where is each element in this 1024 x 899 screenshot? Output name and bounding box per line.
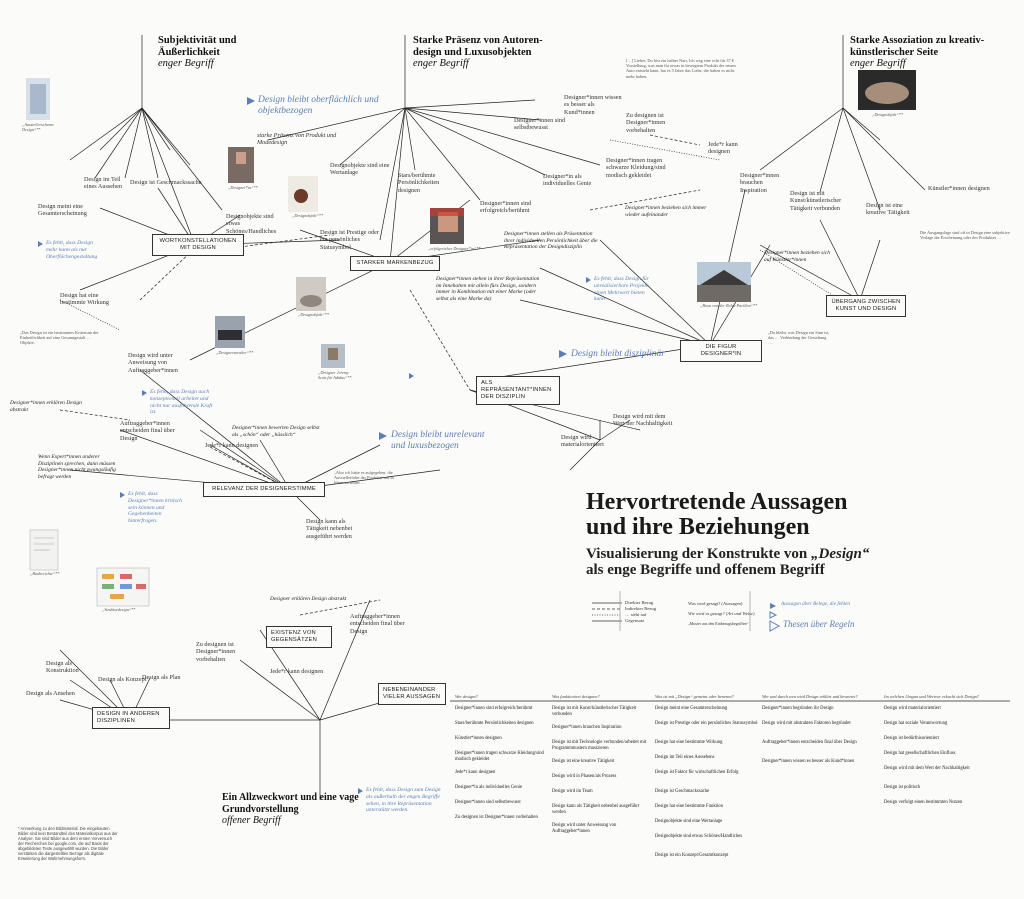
stmt-ansehen: Design als Ansehen [26, 690, 75, 697]
thesis-oberflaeche: Es fehlt, dass Design mehr kann als nur Oberflächengestaltung [46, 240, 98, 260]
table-cell: Auftraggeber*innen entscheiden final über Design [762, 740, 857, 745]
table-cell: Design ist ein Konzept/Gesamtkonzept [655, 853, 729, 858]
table-cell: Designer*innen wissen es besser als Kund*innen [762, 759, 855, 764]
stmt-teil-aussehen: Design im Teil eines Aussehen [84, 176, 122, 191]
table-header-5: Im welchen Umgan und Wertvor erkacht sich Design? [884, 694, 980, 699]
header-praesenz-title: Starke Präsenz von Autoren-design und Luxusobjekten [413, 35, 543, 58]
caption-person2: „erfolgreicher Designer*in“** [428, 246, 481, 251]
legend-wie: Wie wird es gesagt? (Art und Weise) [688, 611, 755, 616]
header-assoziation [850, 35, 1000, 70]
table-cell: Design ist Geschmackssache [655, 789, 710, 794]
table-header-4: Wer und durch wen wird Design erklärt und bewertet? [762, 694, 858, 699]
box-wortkonstellationen: WORTKONSTELLATIONEN MIT DESIGN [152, 234, 244, 256]
table-cell: Design ist mit Technologie verbunden/arbeitet mit Programmmustern musizieren [552, 740, 647, 751]
legend-gegensatz: Gegensatz [625, 618, 645, 623]
table-header-3: Was ist mit „Design“ gemeint oder benennt? [655, 694, 734, 699]
table-cell: Design wird materialorientiert [884, 706, 941, 711]
table-cell: Design wird mit abstrakten Faktoren begründet [762, 721, 851, 726]
caption-coral: „Designobjekt“** [872, 112, 903, 117]
box-relevanz: RELEVANZ DER DESIGNERSTIMME [203, 482, 325, 497]
table-cell: Design ist politisch [884, 785, 921, 790]
stmt-stars: Stars/berühmte Persönlichkeiten designen [398, 172, 440, 194]
legend-indirekt: Indirekter Bezug [625, 606, 656, 611]
stmt-schoenes: Designobjekte sind etwas Schönes/Handliches [226, 213, 277, 235]
table-cell: Design verfolgt einen bestimmten Nutzen [884, 800, 963, 805]
header-subjektivitaet [158, 35, 278, 70]
stmt-lower-abstrakt: Designer erklären Design abstrakt [270, 596, 347, 602]
stmt-kunst-verbunden: Design ist mit Kunst/künstlerischer Tätigkeit verbunden [790, 190, 842, 212]
stmt-prestige: Design ist Prestige oder ein persönliches Statusymbol [320, 229, 379, 251]
stmt-nachhaltigkeit: Design wird mit dem Wert der Nachhaltigkeit [613, 413, 673, 428]
stmt-lower-auftraggeber: Auftraggeber*innen entscheiden final über Design [350, 613, 405, 635]
stmt-auftraggeber: Auftraggeber*innen entscheiden final über Design [120, 420, 175, 442]
table-header-1: Wer designt? [455, 694, 478, 699]
stmt-nebenbei: Design kann als Tätigkeit nebenbei ausgeführt werden [306, 518, 353, 540]
stmt-wertanlage: Designobjekte sind eine Wertanlage [330, 162, 390, 177]
table-cell: Künstler*innen designen [455, 736, 502, 741]
quote-blue: Die Ausgangslage sind oft in Design eine subjektive Vorlage der Erscheinung oder des Produktes … [920, 230, 1010, 241]
table-cell: Design wird unter Anweisung von Auftraggeber*innen [552, 823, 617, 834]
stmt-materialorientiert: Design wird materialorientiert [561, 434, 604, 449]
table-cell: Design ist mit Kunst/künstlerischer Tätigkeit verbunden [552, 706, 637, 717]
stmt-marke: Designer*innen stehen in ihrer Repräsentation im Innehalten mit allein fürs Design, sondern immer in Kombination mit einer Marke (oder selbst als eine Marke da) [436, 276, 540, 302]
stmt-konzept: Design als Konzept [98, 676, 147, 683]
table-cell: Design hat eine bestimmte Funktion [655, 804, 723, 809]
quote-geist: „Da bleibt, was Design ein Sinn ist, das … Verbindung der Gestaltung … [768, 330, 830, 346]
stmt-auf-kuenstler: Designer*innen beziehen sich auf Künstler*innen [764, 250, 830, 263]
legend-belege: Aussagen über Belege, die fehlen [781, 601, 851, 607]
table-cell: Designobjekte sind eine Wertanlage [655, 819, 723, 824]
stmt-konstruktion: Design als Konstruktion [46, 660, 79, 675]
table-cell: Design hat gesellschaftlichen Einfluss [884, 751, 956, 756]
table-cell: Designer*innen brauchen Inspiration [552, 725, 622, 730]
thesis-repraesentation: Es fehlt, dass Design zum Design als außerhalb der engen Begriffe sehen, in ihre Repräsentation unterstützt werden. [366, 787, 441, 814]
stmt-anweisung: Design wird unter Anweisung von Auftraggeber*innen [128, 352, 178, 374]
stmt-inspiration: Designer*innen brauchen Inspiration [740, 172, 780, 194]
stmt-jeder-1: Jede*r kann designen [205, 442, 259, 449]
table-cell: Design ist bedürfnisorientiert [884, 736, 939, 741]
stmt-abstrakt: Designer*innen erklären Design abstrakt [10, 400, 82, 413]
table-header-2: Was funktioniert designen? [552, 694, 600, 699]
caption-doc: „Bauberichte“** [30, 571, 60, 576]
stmt-plan: Design als Plan [142, 674, 181, 681]
caption-shoe: „Designersneaker“** [216, 350, 254, 355]
main-title: Hervortretende Aussagen und ihre Beziehungen [586, 489, 848, 540]
table-cell: Design wird mit dem Wert der Nachhaltigkeit [884, 766, 970, 771]
table-cell: Designer*in als individuelles Genie [455, 785, 523, 790]
quote-sketch: „Das Design ist ein bestimmtes Kriterium der Einheitlichkeit auf eine Gesamtgestalt … Objekte. [20, 330, 99, 346]
thesis-konzeptionell: Es fehlt, dass Design auch konzeptionell arbeitet und nicht nur ausführende Kraft ist. [150, 389, 213, 416]
table-cell: Design im Teil eines Aussehens [655, 755, 715, 760]
header-assoziation-sub: enger Begriff [850, 58, 906, 69]
table-cell: Stars/berühmte Persönlichkeiten designen [455, 721, 534, 726]
stmt-geschmackssache: Design ist Geschmackssache [130, 179, 202, 186]
caption-person3: „Designer Jeremy Scott für Adidas“** [318, 370, 352, 380]
quote-relevanz: „Also ich hätte es aufgegeben, die Ausstellerfahrt der Produkte auf in Ideen zu sehen … [334, 470, 394, 486]
legend-direkt: Direkter Bezug [625, 600, 654, 605]
table-cell: Designobjekte sind etwas Schönes/Handliches [655, 834, 743, 839]
stmt-aufeinander: Designer*innen beziehen sich immer wieder aufeinander [625, 205, 707, 218]
stmt-schwarze-kleidung: Designer*innen tragen schwarze Kleidung/sind modisch gekleidet [606, 157, 666, 179]
caption-bowl: „Designobjekt“** [298, 312, 329, 317]
table-cell: Zu designen ist Designer*innen vorbehalten [455, 815, 538, 820]
stmt-gesamterscheinung: Design meint eine Gesamterscheinung [38, 203, 87, 218]
table-cell: Design wird im Team [552, 789, 593, 794]
stmt-vorbehalten-1: Zu designen ist Designer*innen vorbehalten [626, 112, 666, 134]
caption-person1: „Designer*in“** [228, 185, 258, 190]
stmt-kreativ: Design ist eine kreative Tätigkeit [866, 202, 910, 217]
stmt-schoen-haesslich: Designer*innen bewerten Design selbst als „schön“ oder „hässlich“ [232, 425, 320, 438]
stmt-persoenlichkeit: Designer*innen stellen als Präsentation ihrer individuellen Persönlichkeit über die Repräsentation der Designdisziplin [504, 231, 598, 251]
box-disziplinen: DESIGN IN ANDEREN DISZIPLINEN [92, 707, 170, 729]
header-praesenz [413, 35, 553, 70]
stmt-kuenstler: Künstler*innen designen [928, 185, 990, 192]
box-nebeneinander: NEBENEINANDER VIELER AUSSAGEN [378, 683, 446, 705]
thesis-unrelevant: Design bleibt unrelevant und luxusbezogen [391, 430, 485, 451]
box-markenbezug: STARKER MARKENBEZUG [350, 256, 440, 271]
stmt-lower-vorbehalten: Zu designen ist Designer*innen vorbehalten [196, 641, 236, 663]
header-praesenz-sub: enger Begriff [413, 58, 469, 69]
header-allzweckwort-sub: offener Begriff [222, 815, 281, 826]
caption-pavilion: „Haus von der Rolex Pavillon“** [700, 303, 758, 308]
stmt-lower-jeder: Jede*r kann designen [270, 668, 324, 675]
header-subjektivitaet-title: Subjektivität und Äußerlichkeit [158, 35, 237, 58]
thesis-oberflaechlich: Design bleibt oberflächlich und objektbezogen [258, 95, 379, 116]
main-subtitle [586, 546, 886, 578]
caption-bag: „Ausstellerschema Design“** [22, 122, 54, 132]
header-subjektivitaet-sub: enger Begriff [158, 58, 214, 69]
stmt-besser-kund: Designer*innen wissen es besser als Kund*innen [564, 94, 622, 116]
caption-chart: „Strukturdesign“** [102, 607, 136, 612]
caption-cherry: „Designobjekt“** [292, 213, 323, 218]
stmt-genie: Designer*in als individuelles Genie [543, 173, 592, 188]
subtitle-part1: Visualisierung der Konstrukte von [586, 546, 812, 562]
table-cell: Design hat soziale Verantwortung [884, 721, 948, 726]
quote-top: […] Lieber, Du bist ein halber Narr, Ich wag eine echt für 37 € Vorstellung, was man für etwas in bewegtem Produkt der neuen Auto entsteht kann, hat es 5 Jahre das Liebe, die haben es nicht mehr haben. [626, 58, 736, 79]
subtitle-design: „Design“ [811, 546, 870, 562]
table-cell: Designer*innen tragen schwarze Kleidung/sind modisch gekleidet [455, 751, 544, 762]
legend-muster: „Muster aus den Einbezugsbegriffen“ [688, 621, 749, 626]
table-cell: Design meint eine Gesamterscheinung [655, 706, 728, 711]
table-cell: Design kann als Tätigkeit nebenbei ausgeführt werden [552, 804, 639, 815]
table-cell: Design ist Prestige oder ein persönliches Statussymbol [655, 721, 758, 726]
legend-thesen: Thesen über Regeln [783, 619, 855, 629]
table-cell: Design ist Faktor für wirtschaftlichen Erfolg [655, 770, 739, 775]
stmt-erfolgreich: Designer*innen sind erfolgreich/berühmt [480, 200, 532, 215]
stmt-produkt-mode: starke Präsenz von Produkt und Modedesign [257, 132, 337, 147]
thesis-kritisch: Es fehlt, dass Designer*innen kritisch sein können und Gegebenheiten hinterfragen. [128, 491, 182, 525]
table-cell: Jede*r kann designen [455, 770, 496, 775]
thesis-disziplinaer: Design bleibt disziplinär [571, 349, 665, 359]
stmt-selbstbewusst: Designer*innen sind selbstbewusst [514, 117, 566, 132]
legend-steht: … steht auf [625, 612, 647, 617]
stmt-wirkung: Design hat eine bestimmte Wirkung [60, 292, 109, 307]
legend-was: Was wird gesagt? (Aussagen) [688, 601, 743, 606]
table-cell: Designer*innen sind erfolgreich/berühmt [455, 706, 533, 711]
table-cell: Design hat eine bestimmte Wirkung [655, 740, 723, 745]
table-cell: Design wird in Phasen/als Prozess [552, 774, 617, 779]
footnote: * Anmerkung zu den Bildmaterial: Die eingebauten Bilder sind kein Bestandteil des Materialkorpus aus der Analyse. Sie sind Bilder aus dem ersten Vorversuch der Recherchen bei google.com, die auf Basis der abgebildeten Texte ausgewählt wurden. Die Bilder verstärken die dargestellten Bezüge als digitale Erweiterung der Wahrnehmungsform. [18, 826, 118, 861]
header-assoziation-title: Starke Assoziation zu kreativ-künstlerischer Seite [850, 35, 985, 58]
subtitle-part2: als enge Begriffe und offenem Begriff [586, 562, 825, 578]
header-allzweckwort-title: Ein Allzweckwort und eine vage Grundvorstellung [222, 792, 359, 815]
thesis-mehrwert: Es fehlt, dass Design für unrealisierbare Projekte einen Mehrwert bieten kann. [594, 276, 649, 303]
box-uebergang: ÜBERGANG ZWISCHEN KUNST UND DESIGN [826, 295, 906, 317]
header-allzweckwort [222, 792, 362, 827]
box-repraesentant: ALS REPRÄSENTANT*INNEN DER DISZIPLIN [476, 376, 560, 405]
box-designer: DIE FIGUR DESIGNER*IN [680, 340, 762, 362]
table-cell: Designer*innen sind selbstbewusst [455, 800, 521, 805]
table-cell: Designer*innen begründen ihr Design [762, 706, 834, 711]
box-existenz: EXISTENZ VON GEGENSÄTZEN [266, 626, 332, 648]
table-cell: Design ist eine kreative Tätigkeit [552, 759, 615, 764]
stmt-expert: Wenn Expert*innen anderer Disziplinen sprechen, dann müssen Designer*innen nicht zwangsläufig befragt werden [38, 454, 116, 480]
stmt-jeder-2: Jede*r kann designen [708, 141, 738, 156]
